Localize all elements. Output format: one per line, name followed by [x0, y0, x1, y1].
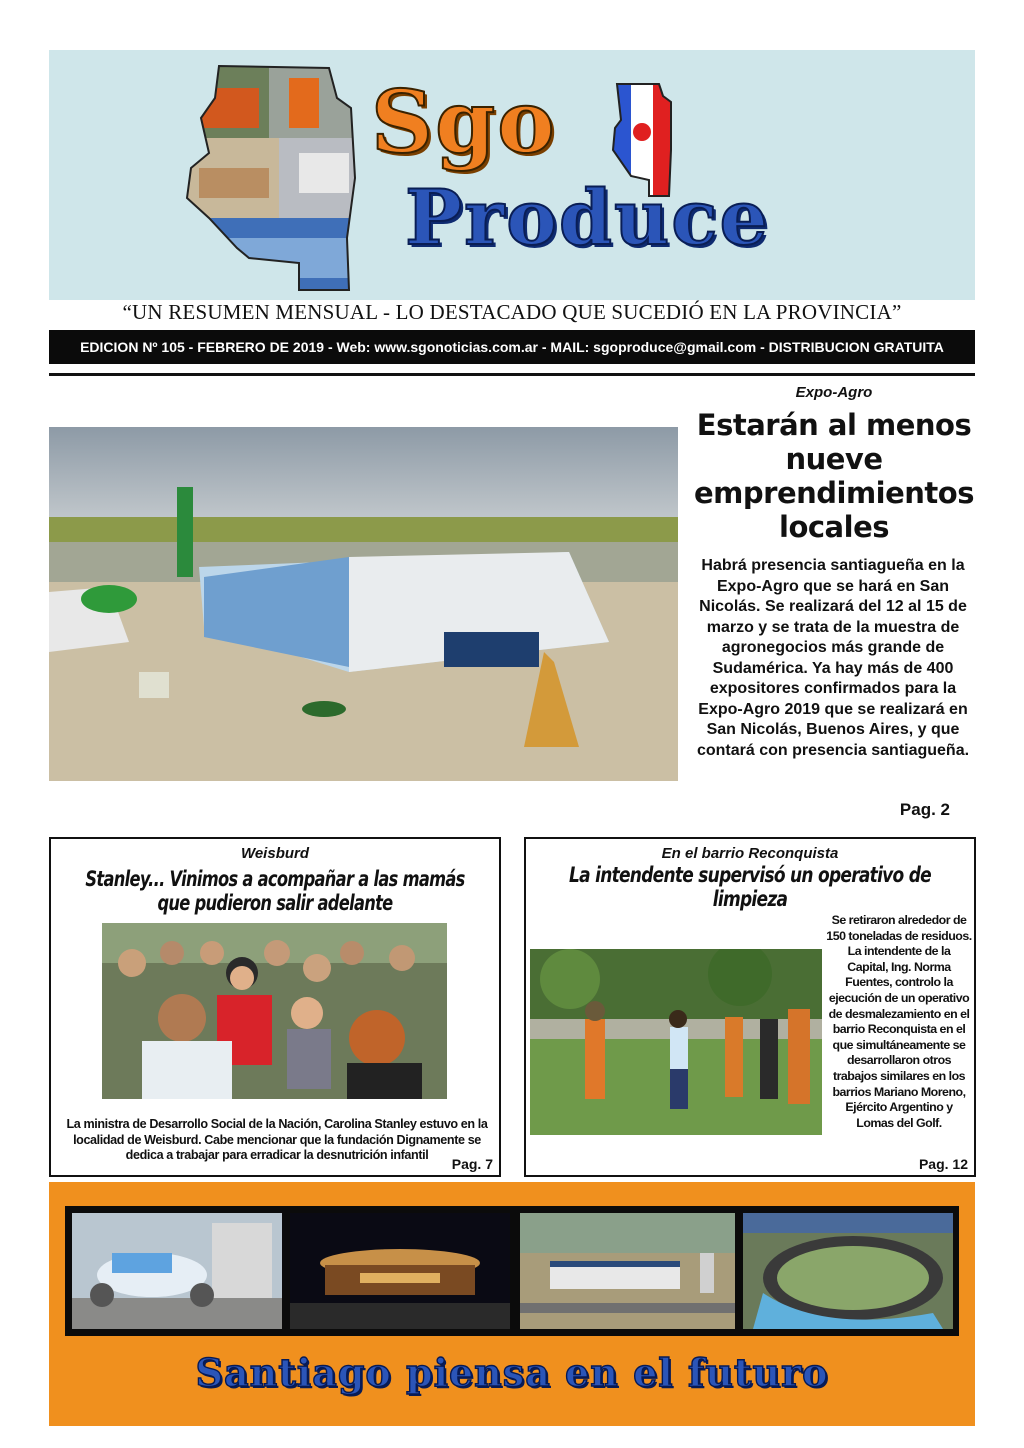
slogan: “UN RESUMEN MENSUAL - LO DESTACADO QUE SUCEDIÓ EN LA PROVINCIA”: [122, 300, 902, 324]
main-kicker: Expo-Agro: [795, 384, 873, 401]
story-box-weisburd: [49, 837, 501, 1177]
main-headline: Estarán al menos nueve emprendimientos locales: [694, 408, 974, 544]
right-body: Se retiraron alrededor de 150 toneladas de residuos. La intendente de la Capital, Ing. Norma Fuentes, controlo la ejecución de un operativo de desmalezamiento en el barrio Reconquista en el que simultáneamente se desarrollaron otros trabajos similares en los barrios Mariano Moreno, Ejército Argentino y Lomas del Golf.: [826, 913, 972, 1130]
left-kicker: Weisburd: [240, 845, 310, 862]
expo-agro-photo: [49, 427, 678, 781]
right-kicker: En el barrio Reconquista: [661, 845, 839, 862]
bottom-banner: [49, 1182, 975, 1426]
airport-terminal-photo: [520, 1213, 735, 1329]
edition-info-bar: EDICION Nº 105 - FEBRERO DE 2019 - Web: www.sgonoticias.com.ar - MAIL: sgoproduce@gmail.com - DISTRIBUCION GRATUITA: [49, 330, 975, 364]
main-page-ref: Pag. 2: [899, 800, 950, 819]
title-sgo: Sgo: [371, 72, 557, 173]
main-body: Habrá presencia santiagueña en la Expo-Agro que se hará en San Nicolás. Se realizará del 12 al 15 de marzo y se trata de la muestra de agronegocios más grande de Sudamérica. Ya hay más de 400 expositores confirmados para la Expo-Agro 2019 que se realizará en San Nicolás, Buenos Aires, y que contará con presencia santiagueña.: [696, 557, 970, 759]
left-headline: Stanley... Vinimos a acompañar a las mamás que pudieron salir adelante: [85, 867, 465, 915]
province-map-collage: [179, 58, 379, 294]
masthead: [49, 50, 975, 300]
stanley-photo: [102, 923, 447, 1099]
story-box-reconquista: [524, 837, 976, 1177]
banner-slogan: Santiago piensa en el futuro: [195, 1350, 829, 1395]
race-circuit-photo: [743, 1213, 953, 1329]
airplane-photo: [72, 1213, 282, 1329]
cleanup-photo: [530, 949, 822, 1135]
right-headline: La intendente supervisó un operativo de limpieza: [569, 863, 931, 911]
photo-strip: [65, 1206, 959, 1336]
title-produce: Produce: [405, 173, 770, 262]
right-page-ref: Pag. 12: [918, 1156, 968, 1172]
night-stadium-photo: [290, 1213, 510, 1329]
left-page-ref: Pag. 7: [451, 1156, 493, 1172]
left-body: La ministra de Desarrollo Social de la Nación, Carolina Stanley estuvo en la localidad de Weisburd. Cabe mencionar que la fundación Dignamente se dedica a trabajar para erradicar la desnutrición infantil: [66, 1117, 488, 1162]
divider: [49, 373, 975, 376]
